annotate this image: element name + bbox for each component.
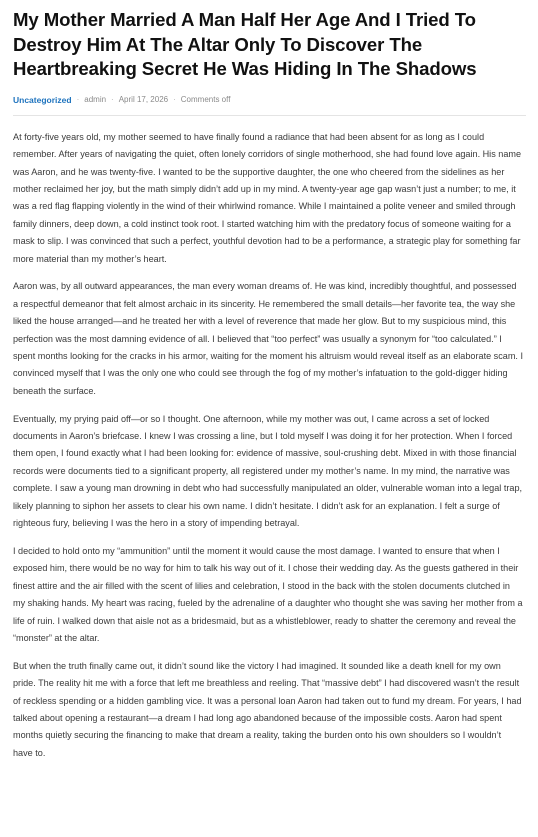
- post-date: April 17, 2026: [118, 95, 169, 105]
- comments-status: Comments off: [180, 95, 231, 105]
- meta-separator: ·: [111, 95, 114, 105]
- meta-separator: ·: [76, 95, 80, 105]
- paragraph: Eventually, my prying paid off—or so I thought. One afternoon, while my mother was out, I came across a set of locked documents in Aaron’s briefcase. I knew I was crossing a line, but I told myself I was doing it for her protection. When I forced them open, I found exactly what I had been looking for: evidence of massive, soul-crushing debt. Mixed in with those financial records were documents tied to a significant property, all registered under my mother’s name. In my mind, the narrative was complete. I saw a young man drowning in debt who had successfully manipulated an older, vulnerable woman into a legal trap, likely planning to siphon her assets to clear his own name. I didn’t hesitate. I didn’t ask for an explanation. I felt a surge of righteous fury, believing I was the hero in a story of impending betrayal.: [13, 413, 523, 529]
- article-content: [13, 129, 526, 762]
- article-meta: [13, 93, 526, 107]
- paragraph: I decided to hold onto my “ammunition” until the moment it would cause the most damage. I wanted to ensure that when I exposed him, there would be no way for him to talk his way out of it. I chose their wedding day. As the guests gathered in their finest attire and the air filled with the scent of lilies and celebration, I stood in the back with the stolen documents clutched in my shaking hands. My heart was racing, fueled by the adrenaline of a daughter who thought she was saving her mother from a life of ruin. I walked down that aisle not as a bridesmaid, but as a whistleblower, ready to shatter the ceremony and reveal the “monster” at the altar.: [13, 545, 523, 643]
- category-link[interactable]: Uncategorized: [13, 94, 72, 105]
- paragraph: Aaron was, by all outward appearances, the man every woman dreams of. He was kind, incredibly thoughtful, and possessed a respectful demeanor that felt almost archaic in its sincerity. He remembered the small details—her favorite tea, the way she liked the house arranged—and he treated her with a level of reverence that made her glow. But to my suspicious mind, this perfection was the most damning evidence of all. I believed that “too perfect” was usually a synonym for “too calculated.” I spent months looking for the cracks in his armor, waiting for the moment his altruism would reveal itself as an elaborate scam. I convinced myself that I was the only one who could see through the fog of my mother’s infatuation to the gold-digger hiding beneath the surface.: [13, 281, 523, 396]
- meta-separator: ·: [173, 95, 176, 105]
- paragraph: At forty-five years old, my mother seemed to have finally found a radiance that had been absent for as long as I could remember. After years of navigating the quiet, often lonely corridors of single motherhood, she had found love again. His name was Aaron, and he was twenty-five. I wanted to be the supportive daughter, the one who cheered from the sidelines as her mother reclaimed her joy, but the math simply didn’t add up in my mind. A twenty-year age gap wasn’t just a number; to me, it was a red flag flapping violently in the wind of their whirlwind romance. While I maintained a polite veneer and smiled through family dinners, deep down, a cold instinct took root. I started watching him with the predatory focus of someone waiting for a mask to slip. I was convinced that such a perfect, youthful devotion had to be a performance, a strategic play for something far more material than my mother’s heart.: [13, 131, 522, 264]
- paragraph: But when the truth finally came out, it didn’t sound like the victory I had imagined. It sounded like a death knell for my own pride. The reality hit me with a force that left me breathless and reeling. That “massive debt” I had discovered wasn’t the result of reckless spending or a hidden gambling vice. It was a personal loan Aaron had taken out to fund my dream. For years, I had talked about opening a restaurant—a dream I had long ago abandoned because of the impossible costs. Aaron had spent months quietly securing the financing to make that dream a reality, taking the burden onto his own shoulders so I wouldn’t have to.: [13, 660, 522, 758]
- author-link[interactable]: admin: [84, 95, 107, 105]
- article-title: My Mother Married A Man Half Her Age And I Tried To Destroy Him At The Altar Only To Discover The Heartbreaking Secret He Was Hiding In The Shadows: [13, 9, 477, 80]
- meta-divider: [13, 115, 526, 116]
